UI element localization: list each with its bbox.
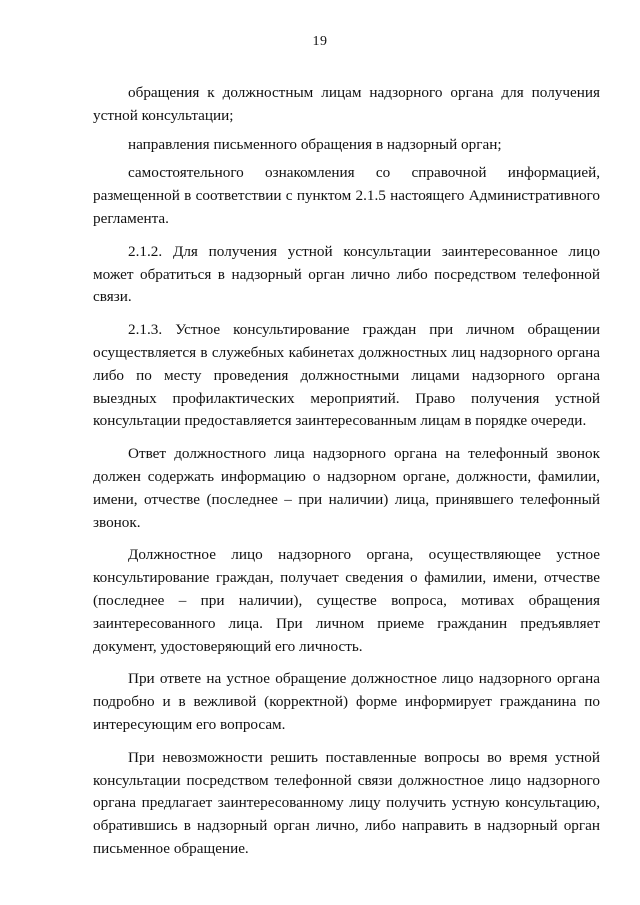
paragraph-impossibility: При невозможности решить поставленные вопросы во время устной консультации посредством телефонной связи должностное лицо надзорного органа предлагает заинтересованному лицу получить устную консультацию, обратившись в надзорный орган лично, либо направить в надзорный орган письменное обращение. (93, 748, 600, 857)
paragraph-self-study: самостоятельного ознакомления со справочной информацией, размещенной в соответствии с пунктом 2.1.5 настоящего Административного регламента. (93, 164, 600, 227)
paragraph-oral-answer: При ответе на устное обращение должностное лицо надзорного органа подробно и в вежливой (корректной) форме информирует гражданина по интересующим его вопросам. (93, 670, 600, 733)
paragraph-official-info: Должностное лицо надзорного органа, осуществляющее устное консультирование граждан, получает сведения о фамилии, имени, отчестве (последнее – при наличии), существе вопроса, мотивах обращения заинтересованного лица. При личном приеме гражданин предъявляет документ, удостоверяющий его личность. (93, 546, 600, 655)
paragraph-oral-request: обращения к должностным лицам надзорного органа для получения устной консультации; (93, 84, 600, 124)
paragraph-2-1-2: 2.1.2. Для получения устной консультации заинтересованное лицо может обратиться в надзорный орган лично либо посредством телефонной связи. (93, 242, 600, 306)
paragraph-2-1-3: 2.1.3. Устное консультирование граждан при личном обращении осуществляется в служебных кабинетах должностных лиц надзорного органа либо по месту проведения должностными лицами надзорного органа выездных профилактических мероприятий. Право получения устной консультации предоставляется заинтересованным лицам в порядке очереди. (93, 321, 600, 430)
page-number: 19 (312, 34, 328, 49)
document-body (93, 82, 600, 871)
paragraph-written-request: направления письменного обращения в надзорный орган; (128, 135, 502, 153)
paragraph-phone-answer: Ответ должностного лица надзорного органа на телефонный звонок должен содержать информацию о надзорном органе, должности, фамилии, имени, отчестве (последнее – при наличии) лица, принявшего телефонный звонок. (93, 445, 600, 531)
